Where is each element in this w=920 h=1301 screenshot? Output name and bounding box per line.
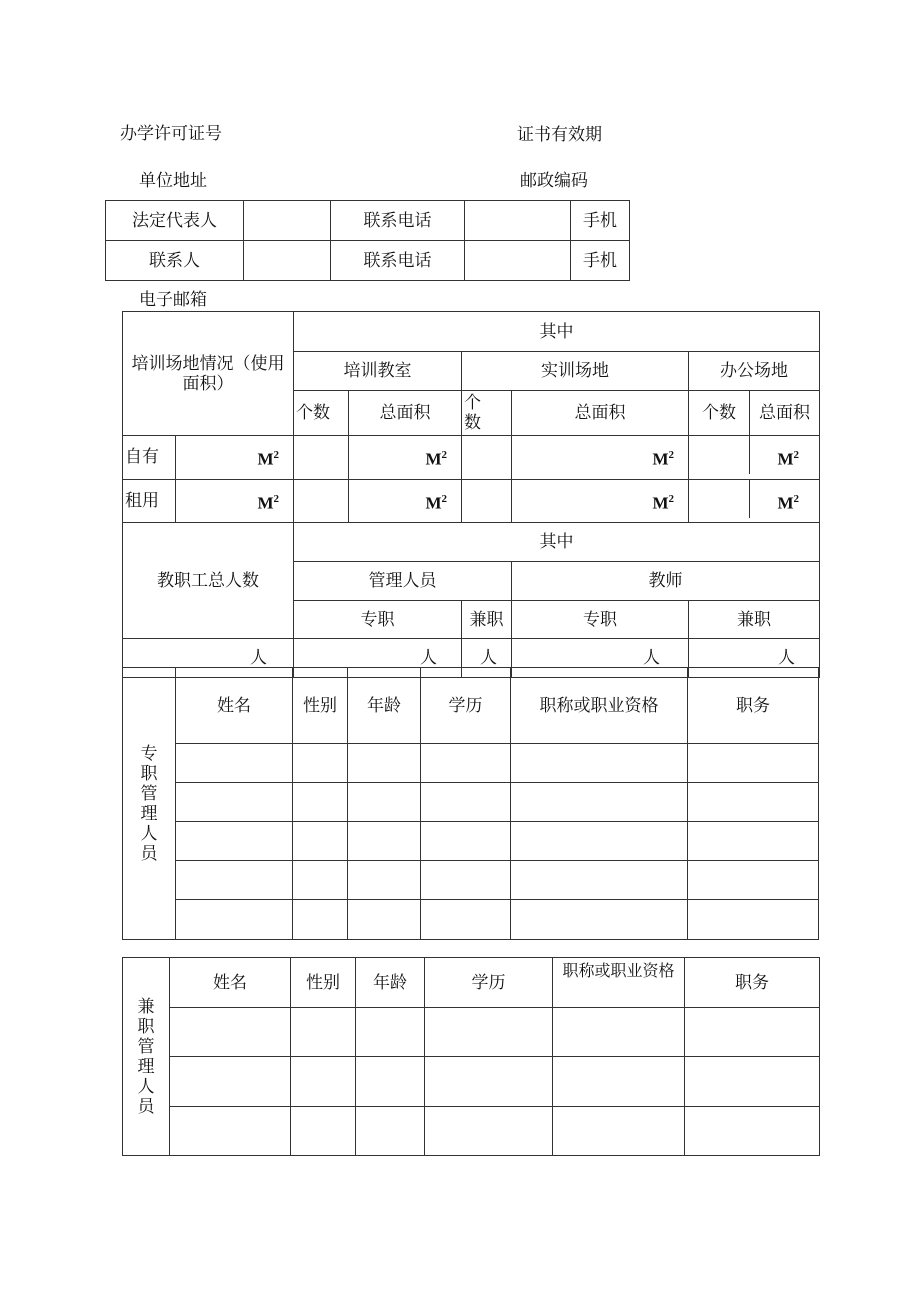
cell[interactable] (176, 861, 293, 900)
col-name: 姓名 (176, 668, 293, 744)
main-table (122, 311, 820, 678)
cell[interactable] (170, 1057, 291, 1107)
cell[interactable] (688, 822, 819, 861)
cell[interactable] (688, 744, 819, 783)
cell[interactable] (348, 822, 421, 861)
owned-office-count[interactable] (689, 436, 750, 474)
cell[interactable] (176, 900, 293, 940)
office-count-header: 个数 (689, 391, 750, 435)
cell[interactable] (421, 783, 511, 822)
rented-office[interactable] (689, 479, 820, 523)
cell[interactable] (511, 744, 688, 783)
cell[interactable] (293, 861, 348, 900)
rented-office-area[interactable]: $M^2$ (777, 492, 800, 513)
cell[interactable] (291, 1107, 356, 1156)
owned-office[interactable] (689, 436, 820, 480)
cell[interactable] (511, 900, 688, 940)
col-age: 年龄 (348, 668, 421, 744)
teachers-fulltime-value[interactable]: 人 (512, 639, 689, 678)
practice-count-header: 个数 (462, 391, 512, 436)
staff-total-title: 教职工总人数 (123, 523, 294, 639)
table-row (123, 900, 819, 940)
col-gender: 性别 (291, 958, 356, 1008)
cell[interactable] (685, 1057, 820, 1107)
table-row (123, 1107, 820, 1156)
col-gender: 性别 (293, 668, 348, 744)
staff-managers-header: 管理人员 (294, 562, 512, 601)
rented-office-count[interactable] (689, 480, 750, 518)
postcode-label: 邮政编码 (520, 171, 588, 191)
email-label: 电子邮箱 (139, 290, 207, 310)
cell[interactable] (170, 1107, 291, 1156)
owned-label: 自有 (123, 436, 176, 480)
staff-total-value[interactable]: 人 (123, 639, 294, 678)
cell[interactable] (293, 900, 348, 940)
license-number-label: 办学许可证号 (120, 124, 222, 144)
cell[interactable] (293, 783, 348, 822)
fulltime-management-side-label: 专职管理人员 (123, 668, 176, 940)
col-education: 学历 (421, 668, 511, 744)
contact-table (105, 200, 630, 281)
cell[interactable] (685, 1107, 820, 1156)
cell[interactable] (421, 900, 511, 940)
cell[interactable] (425, 1057, 553, 1107)
col-position: 职务 (688, 668, 819, 744)
staff-teachers-header: 教师 (512, 562, 820, 601)
cell[interactable] (170, 1008, 291, 1057)
staff-of-which: 其中 (294, 523, 820, 562)
fulltime-management-table (122, 667, 819, 940)
cell[interactable] (421, 822, 511, 861)
cell[interactable] (291, 1008, 356, 1057)
cell[interactable] (688, 861, 819, 900)
legal-rep-value[interactable] (244, 201, 331, 241)
rented-classroom-count[interactable] (294, 479, 349, 523)
cell[interactable] (511, 783, 688, 822)
cell[interactable] (421, 861, 511, 900)
cell[interactable] (356, 1107, 425, 1156)
teachers-parttime-header: 兼职 (689, 601, 820, 639)
certificate-validity-label: 证书有效期 (517, 125, 602, 145)
cell[interactable] (553, 1057, 685, 1107)
address-label: 单位地址 (139, 171, 207, 191)
venue-office-header: 办公场地 (689, 352, 820, 391)
col-name: 姓名 (170, 958, 291, 1008)
rented-label: 租用 (123, 479, 176, 523)
owned-office-area[interactable]: $M^2$ (777, 449, 800, 469)
cell[interactable] (685, 1008, 820, 1057)
classroom-area-header: 总面积 (349, 391, 462, 436)
venue-of-which: 其中 (294, 312, 820, 352)
parttime-management-side-label: 兼职管理人员 (123, 958, 170, 1156)
teachers-fulltime-header: 专职 (512, 601, 689, 639)
office-area-header (689, 391, 820, 436)
teachers-parttime-value[interactable]: 人 (689, 639, 820, 678)
managers-fulltime-header: 专职 (294, 601, 462, 639)
legal-rep-phone-label: 联系电话 (331, 201, 465, 241)
owned-area-1[interactable]: $M^2$ (176, 436, 294, 480)
contact-person-value[interactable] (244, 241, 331, 281)
venue-classroom-header: 培训教室 (294, 352, 462, 391)
managers-parttime-value[interactable]: 人 (462, 639, 512, 678)
venue-practice-header: 实训场地 (462, 352, 689, 391)
legal-rep-mobile-label: 手机 (571, 201, 630, 241)
cell[interactable] (688, 900, 819, 940)
cell[interactable] (421, 744, 511, 783)
table-row (123, 1008, 820, 1057)
contact-phone-value[interactable] (465, 241, 571, 281)
cell[interactable] (511, 861, 688, 900)
office-total-area-header: 总面积 (759, 403, 811, 423)
cell[interactable] (291, 1057, 356, 1107)
contact-phone-label: 联系电话 (331, 241, 465, 281)
managers-parttime-header: 兼职 (462, 601, 512, 639)
table-row (123, 744, 819, 783)
cell[interactable] (293, 822, 348, 861)
cell[interactable] (348, 744, 421, 783)
cell[interactable] (176, 783, 293, 822)
rented-area-1[interactable]: $M^2$ (176, 479, 294, 523)
rented-classroom-area[interactable]: $M^2$ (349, 479, 462, 523)
cell[interactable] (425, 1008, 553, 1057)
cell[interactable] (511, 822, 688, 861)
managers-fulltime-value[interactable]: 人 (294, 639, 462, 678)
table-row (123, 861, 819, 900)
col-position: 职务 (685, 958, 820, 1008)
col-age: 年龄 (356, 958, 425, 1008)
col-education: 学历 (425, 958, 553, 1008)
table-row (123, 783, 819, 822)
cell[interactable] (356, 1057, 425, 1107)
cell[interactable] (348, 861, 421, 900)
table-row (123, 822, 819, 861)
venue-title: 培训场地情况（使用面积） (123, 312, 294, 436)
cell[interactable] (348, 783, 421, 822)
col-title-qualification: 职称或职业资格 (511, 668, 688, 744)
table-row (123, 1057, 820, 1107)
classroom-count-header: 个数 (294, 391, 349, 436)
contact-person-label: 联系人 (106, 241, 244, 281)
owned-practice-area[interactable]: $M^2$ (512, 436, 689, 480)
rented-practice-area[interactable]: $M^2$ (512, 479, 689, 523)
cell[interactable] (356, 1008, 425, 1057)
cell[interactable] (553, 1107, 685, 1156)
legal-rep-label: 法定代表人 (106, 201, 244, 241)
cell[interactable] (176, 822, 293, 861)
owned-classroom-count[interactable] (294, 436, 349, 480)
cell[interactable] (425, 1107, 553, 1156)
col-title-qualification: 职称或职业资格 (553, 958, 685, 1008)
owned-classroom-area[interactable]: $M^2$ (349, 436, 462, 480)
cell[interactable] (688, 783, 819, 822)
contact-mobile-label: 手机 (571, 241, 630, 281)
rented-practice-count[interactable] (462, 479, 512, 523)
cell[interactable] (348, 900, 421, 940)
cell[interactable] (553, 1008, 685, 1057)
owned-practice-count[interactable] (462, 436, 512, 480)
practice-area-header: 总面积 (512, 391, 689, 436)
parttime-management-table (122, 957, 820, 1156)
cell[interactable] (293, 744, 348, 783)
legal-rep-phone-value[interactable] (465, 201, 571, 241)
cell[interactable] (176, 744, 293, 783)
